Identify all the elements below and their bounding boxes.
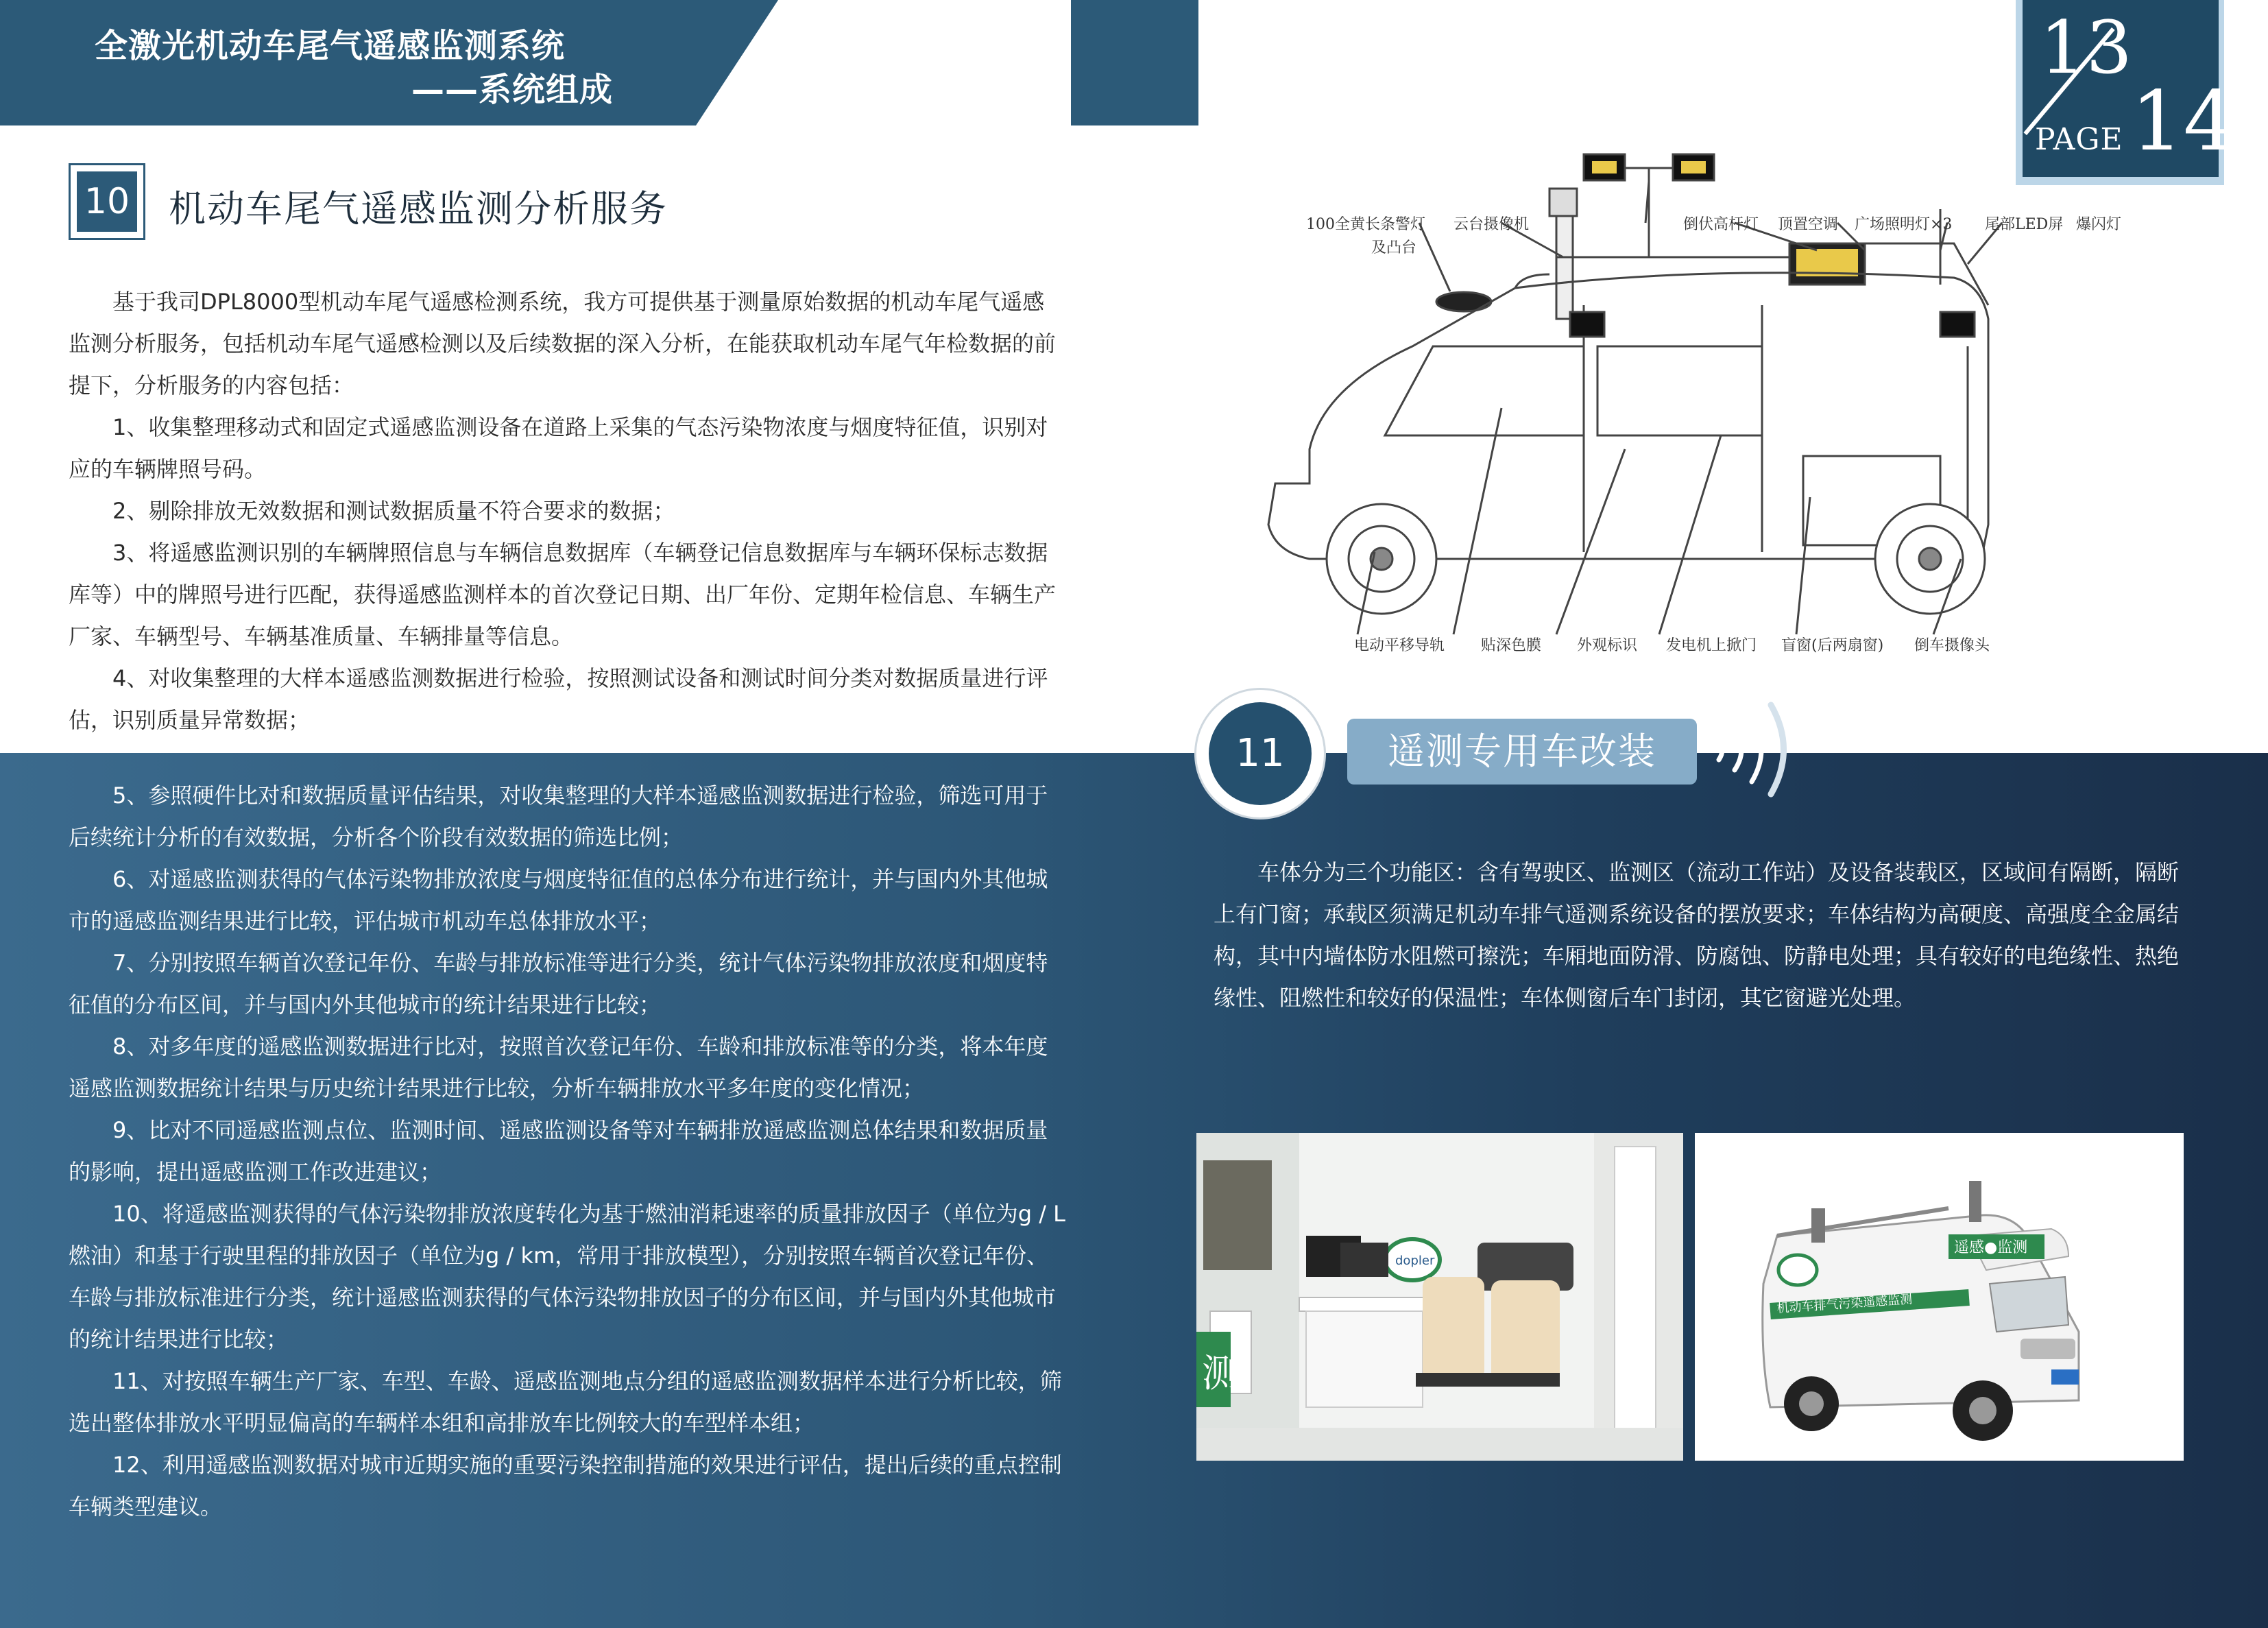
page-number-right: 14 (2131, 74, 2236, 169)
paragraph: 6、对遥感监测获得的气体污染物排放浓度与烟度特征值的总体分布进行统计，并与国内外其他城市的遥感监测结果进行比较，评估城市机动车总体排放水平； (69, 866, 1048, 934)
header-accent-block (1071, 0, 1198, 125)
paragraph: 10、将遥感监测获得的气体污染物排放浓度转化为基于燃油消耗速率的质量排放因子（单位为g / L燃油）和基于行驶里程的排放因子（单位为g / km，常用于排放模型），分别按照车辆首次登记年份、车龄与排放标准进行分类，统计遥感监测获得的气体污染物排放因子的分布区间，并与国内外其他城市的统计结果进行比较； (69, 1201, 1065, 1352)
section-10-body (69, 281, 1066, 741)
van-label: 云台摄像机 (1453, 216, 1530, 233)
van-label: 广场照明灯×3 (1855, 216, 1953, 233)
van-label: 顶置空调 (1778, 216, 1839, 233)
interior-illustration (1196, 1133, 1683, 1461)
section-11-number: 11 (1209, 702, 1312, 805)
section-11-body (1214, 852, 2194, 1019)
roof-text: 遥感●监测 (1954, 1239, 2028, 1256)
van-label: 贴深色膜 (1481, 637, 1542, 654)
interior-photo (1196, 1133, 1683, 1461)
van-label: 爆闪灯 (2076, 216, 2122, 233)
van-label: 尾部LED屏 (1985, 216, 2064, 233)
van-label: 发电机上掀门 (1666, 637, 1757, 654)
exterior-photo (1695, 1133, 2184, 1461)
paragraph: 9、比对不同遥感监测点位、监测时间、遥感监测设备等对车辆排放遥感监测总体结果和数据质量的影响，提出遥感监测工作改进建议； (69, 1117, 1048, 1185)
header-subtitle: ——系统组成 (411, 71, 614, 109)
van-label: 100全黄长条警灯 (1306, 216, 1425, 233)
section-10-body-continued (69, 775, 1070, 1528)
paragraph: 1、收集整理移动式和固定式遥感监测设备在道路上采集的气态污染物浓度与烟度特征值，识别对应的车辆牌照号码。 (69, 414, 1048, 482)
van-label: 电动平移导轨 (1354, 637, 1445, 654)
paragraph: 车体分为三个功能区：含有驾驶区、监测区（流动工作站）及设备装载区，区域间有隔断，隔断上有门窗；承载区须满足机动车排气遥测系统设备的摆放要求；车体结构为高硬度、高强度全金属结构，其中内墙体防水阻燃可擦洗；车厢地面防滑、防腐蚀、防静电处理；具有较好的电绝缘性、热绝缘性、阻燃性和较好的保温性；车体侧窗后车门封闭，其它窗避光处理。 (1214, 859, 2180, 1011)
section-10-number: 10 (77, 171, 137, 232)
van-label: 外观标识 (1577, 637, 1638, 654)
van-label: 倒车摄像头 (1914, 637, 1990, 654)
paragraph: 12、利用遥感监测数据对城市近期实施的重要污染控制措施的效果进行评估，提出后续的重点控制车辆类型建议。 (69, 1452, 1062, 1520)
van-label: 及凸台 (1371, 239, 1417, 256)
paragraph: 2、剔除排放无效数据和测试数据质量不符合要求的数据； (112, 498, 675, 524)
page-label: PAGE (2035, 122, 2123, 157)
paragraph: 5、参照硬件比对和数据质量评估结果，对收集整理的大样本遥感监测数据进行检验，筛选可用于后续统计分析的有效数据，分析各个阶段有效数据的筛选比例； (69, 782, 1048, 850)
van-label: 倒伏高杆灯 (1683, 216, 1759, 233)
paragraph: 11、对按照车辆生产厂家、车型、车龄、遥感监测地点分组的遥感监测数据样本进行分析比较，筛选出整体排放水平明显偏高的车辆样本组和高排放车比例较大的车型样本组； (69, 1368, 1062, 1436)
paragraph: 基于我司DPL8000型机动车尾气遥感检测系统，我方可提供基于测量原始数据的机动车尾气遥感监测分析服务，包括机动车尾气遥感检测以及后续数据的深入分析，在能获取机动车尾气年检数据的前提下，分析服务的内容包括： (69, 289, 1057, 398)
paragraph: 7、分别按照车辆首次登记年份、车龄与排放标准等进行分类，统计气体污染物排放浓度和烟度特征值的分布区间，并与国内外其他城市的统计结果进行比较； (69, 950, 1048, 1018)
header-title: 全激光机动车尾气遥感监测系统 (95, 27, 566, 65)
svg-text:测: 测 (1202, 1352, 1240, 1396)
signal-waves-icon (1711, 698, 1793, 801)
page-number-left: 13 (2040, 5, 2132, 90)
paragraph: 3、将遥感监测识别的车辆牌照信息与车辆信息数据库（车辆登记信息数据库与车辆环保标志数据库等）中的牌照号进行匹配，获得遥感监测样本的首次登记日期、出厂年份、定期年检信息、车辆生产厂家、车辆型号、车辆基准质量、车辆排量等信息。 (69, 540, 1057, 649)
exterior-illustration (1695, 1133, 2184, 1461)
section-11-title: 遥测专用车改装 (1347, 719, 1697, 785)
paragraph: 4、对收集整理的大样本遥感监测数据进行检验，按照测试设备和测试时间分类对数据质量进行评估，识别质量异常数据； (69, 665, 1048, 733)
section-10-title: 机动车尾气遥感监测分析服务 (169, 187, 668, 230)
side-text: 机动车排气污染遥感监测 (1776, 1292, 1913, 1316)
van-label: 盲窗(后两扇窗) (1781, 637, 1884, 654)
logo-text: dopler (1395, 1254, 1435, 1268)
paragraph: 8、对多年度的遥感监测数据进行比对，按照首次登记年份、车龄和排放标准等的分类，将本年度遥感监测数据统计结果与历史统计结果进行比较，分析车辆排放水平多年度的变化情况； (69, 1033, 1048, 1101)
